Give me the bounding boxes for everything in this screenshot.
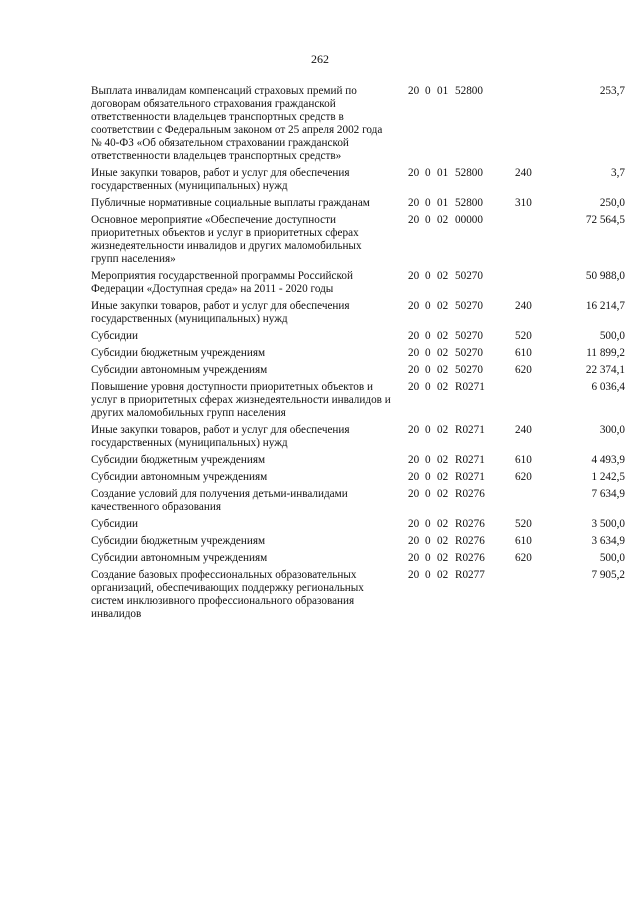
expense-item-name: Выплата инвалидам компенсаций страховых премий по договорам обязательного страхования гражданской ответственности владельцев транспортных средств в соответствии с Федеральным законом от 25 апреля 2002 года № 40-ФЗ «Об обязательном страховании гражданской ответственности владельцев транспортных средств» xyxy=(91,85,383,162)
amount: 1 242,5 xyxy=(591,471,625,483)
expense-type-code xyxy=(515,85,545,98)
subprogram-code: 0 xyxy=(425,424,431,436)
amount: 500,0 xyxy=(599,330,625,342)
budget-table xyxy=(0,85,640,625)
expense-type-code: 240 xyxy=(515,300,532,312)
expense-item-name: Мероприятия государственной программы Российской Федерации «Доступная среда» на 2011 - 2020 годы xyxy=(91,270,353,295)
activity-code: 02 xyxy=(437,552,449,564)
program-code: 20 xyxy=(408,569,420,581)
activity-code: 01 xyxy=(437,85,449,97)
expense-item-name: Субсидии автономным учреждениям xyxy=(91,364,268,376)
expense-item-name: Основное мероприятие «Обеспечение доступности приоритетных объектов и услуг в приоритетных сферах жизнедеятельности инвалидов и других маломобильных групп населения» xyxy=(91,214,362,265)
direction-code: 50270 xyxy=(455,347,483,359)
subprogram-code: 0 xyxy=(425,454,431,466)
activity-code: 02 xyxy=(437,454,449,466)
table-row xyxy=(0,552,640,565)
program-code: 20 xyxy=(408,518,420,530)
expense-item-name: Субсидии xyxy=(91,330,138,342)
expense-type-code: 610 xyxy=(515,347,532,359)
activity-code: 02 xyxy=(437,488,449,500)
expense-type-code xyxy=(515,381,545,394)
activity-code: 02 xyxy=(437,364,449,376)
direction-code: R0276 xyxy=(455,552,485,564)
classification-code xyxy=(408,167,545,180)
amount: 253,7 xyxy=(599,85,625,97)
classification-code xyxy=(408,471,545,484)
expense-type-code: 610 xyxy=(515,454,532,466)
expense-item-name: Субсидии автономным учреждениям xyxy=(91,471,268,483)
program-code: 20 xyxy=(408,488,420,500)
program-code: 20 xyxy=(408,197,420,209)
classification-code xyxy=(408,454,545,467)
expense-item-name: Субсидии автономным учреждениям xyxy=(91,552,268,564)
expense-item-name: Субсидии xyxy=(91,518,138,530)
expense-item-name: Публичные нормативные социальные выплаты гражданам xyxy=(91,197,370,209)
expense-type-code xyxy=(515,214,545,227)
activity-code: 02 xyxy=(437,381,449,393)
expense-item-name: Субсидии бюджетным учреждениям xyxy=(91,535,266,547)
classification-code xyxy=(408,214,545,227)
direction-code: R0271 xyxy=(455,471,485,483)
subprogram-code: 0 xyxy=(425,364,431,376)
activity-code: 02 xyxy=(437,569,449,581)
expense-type-code: 620 xyxy=(515,364,532,376)
subprogram-code: 0 xyxy=(425,330,431,342)
program-code: 20 xyxy=(408,270,420,282)
classification-code xyxy=(408,364,545,377)
expense-item-name: Повышение уровня доступности приоритетных объектов и услуг в приоритетных сферах жизнедеятельности инвалидов и других маломобильных групп населения xyxy=(91,381,391,419)
expense-type-code: 520 xyxy=(515,518,532,530)
classification-code xyxy=(408,347,545,360)
classification-code xyxy=(408,330,545,343)
classification-code xyxy=(408,270,545,283)
subprogram-code: 0 xyxy=(425,552,431,564)
direction-code: R0271 xyxy=(455,381,485,393)
subprogram-code: 0 xyxy=(425,214,431,226)
amount: 6 036,4 xyxy=(591,381,625,393)
table-row xyxy=(0,471,640,484)
classification-code xyxy=(408,197,545,210)
classification-code xyxy=(408,85,545,98)
amount: 7 634,9 xyxy=(591,488,625,500)
direction-code: 50270 xyxy=(455,364,483,376)
program-code: 20 xyxy=(408,454,420,466)
subprogram-code: 0 xyxy=(425,518,431,530)
classification-code xyxy=(408,488,545,501)
direction-code: R0271 xyxy=(455,454,485,466)
direction-code: 52800 xyxy=(455,197,483,209)
table-row xyxy=(0,518,640,531)
expense-type-code xyxy=(515,270,545,283)
expense-type-code: 310 xyxy=(515,197,532,209)
direction-code: 52800 xyxy=(455,167,483,179)
amount: 300,0 xyxy=(599,424,625,436)
expense-item-name: Создание условий для получения детьми-инвалидами качественного образования xyxy=(91,488,348,513)
expense-type-code: 620 xyxy=(515,552,532,564)
activity-code: 02 xyxy=(437,424,449,436)
table-row xyxy=(0,454,640,467)
activity-code: 02 xyxy=(437,347,449,359)
table-row xyxy=(0,167,640,193)
table-row xyxy=(0,424,640,450)
classification-code xyxy=(408,518,545,531)
expense-type-code: 610 xyxy=(515,535,532,547)
expense-type-code: 240 xyxy=(515,424,532,436)
expense-type-code xyxy=(515,488,545,501)
table-row xyxy=(0,197,640,210)
direction-code: R0276 xyxy=(455,488,485,500)
subprogram-code: 0 xyxy=(425,471,431,483)
direction-code: 50270 xyxy=(455,300,483,312)
program-code: 20 xyxy=(408,330,420,342)
table-row xyxy=(0,488,640,514)
direction-code: 52800 xyxy=(455,85,483,97)
direction-code: R0277 xyxy=(455,569,485,581)
program-code: 20 xyxy=(408,300,420,312)
activity-code: 02 xyxy=(437,518,449,530)
table-row xyxy=(0,381,640,420)
amount: 7 905,2 xyxy=(591,569,625,581)
program-code: 20 xyxy=(408,167,420,179)
subprogram-code: 0 xyxy=(425,535,431,547)
table-row xyxy=(0,569,640,621)
subprogram-code: 0 xyxy=(425,347,431,359)
amount: 50 988,0 xyxy=(585,270,625,282)
direction-code: 50270 xyxy=(455,270,483,282)
table-row xyxy=(0,347,640,360)
subprogram-code: 0 xyxy=(425,270,431,282)
program-code: 20 xyxy=(408,364,420,376)
classification-code xyxy=(408,552,545,565)
classification-code xyxy=(408,424,545,437)
table-row xyxy=(0,85,640,163)
expense-item-name: Иные закупки товаров, работ и услуг для обеспечения государственных (муниципальных) нужд xyxy=(91,424,350,449)
direction-code: R0276 xyxy=(455,518,485,530)
table-row xyxy=(0,330,640,343)
table-row xyxy=(0,535,640,548)
direction-code: R0276 xyxy=(455,535,485,547)
amount: 22 374,1 xyxy=(585,364,625,376)
subprogram-code: 0 xyxy=(425,85,431,97)
activity-code: 01 xyxy=(437,197,449,209)
program-code: 20 xyxy=(408,424,420,436)
classification-code xyxy=(408,535,545,548)
program-code: 20 xyxy=(408,471,420,483)
activity-code: 02 xyxy=(437,270,449,282)
subprogram-code: 0 xyxy=(425,197,431,209)
program-code: 20 xyxy=(408,347,420,359)
expense-item-name: Субсидии бюджетным учреждениям xyxy=(91,347,266,359)
classification-code xyxy=(408,300,545,313)
activity-code: 02 xyxy=(437,330,449,342)
subprogram-code: 0 xyxy=(425,300,431,312)
program-code: 20 xyxy=(408,85,420,97)
activity-code: 01 xyxy=(437,167,449,179)
expense-type-code xyxy=(515,569,545,582)
table-row xyxy=(0,364,640,377)
amount: 3 634,9 xyxy=(591,535,625,547)
direction-code: 50270 xyxy=(455,330,483,342)
expense-item-name: Иные закупки товаров, работ и услуг для обеспечения государственных (муниципальных) нужд xyxy=(91,167,350,192)
direction-code: R0271 xyxy=(455,424,485,436)
classification-code xyxy=(408,381,545,394)
program-code: 20 xyxy=(408,381,420,393)
activity-code: 02 xyxy=(437,535,449,547)
classification-code xyxy=(408,569,545,582)
activity-code: 02 xyxy=(437,471,449,483)
activity-code: 02 xyxy=(437,300,449,312)
amount: 16 214,7 xyxy=(585,300,625,312)
table-row xyxy=(0,270,640,296)
subprogram-code: 0 xyxy=(425,381,431,393)
amount: 3 500,0 xyxy=(591,518,625,530)
amount: 250,0 xyxy=(599,197,625,209)
amount: 500,0 xyxy=(599,552,625,564)
table-row xyxy=(0,214,640,266)
subprogram-code: 0 xyxy=(425,488,431,500)
table-row xyxy=(0,300,640,326)
amount: 3,7 xyxy=(611,167,625,179)
expense-item-name: Иные закупки товаров, работ и услуг для обеспечения государственных (муниципальных) нужд xyxy=(91,300,350,325)
amount: 11 899,2 xyxy=(586,347,625,359)
amount: 72 564,5 xyxy=(585,214,625,226)
expense-type-code: 620 xyxy=(515,471,532,483)
program-code: 20 xyxy=(408,535,420,547)
activity-code: 02 xyxy=(437,214,449,226)
subprogram-code: 0 xyxy=(425,167,431,179)
direction-code: 00000 xyxy=(455,214,483,226)
program-code: 20 xyxy=(408,552,420,564)
expense-type-code: 520 xyxy=(515,330,532,342)
expense-item-name: Создание базовых профессиональных образовательных организаций, обеспечивающих поддержку региональных систем инклюзивного профессионального образования инвалидов xyxy=(91,569,364,620)
expense-type-code: 240 xyxy=(515,167,532,179)
amount: 4 493,9 xyxy=(591,454,625,466)
expense-item-name: Субсидии бюджетным учреждениям xyxy=(91,454,266,466)
page-number: 262 xyxy=(311,52,329,66)
subprogram-code: 0 xyxy=(425,569,431,581)
program-code: 20 xyxy=(408,214,420,226)
